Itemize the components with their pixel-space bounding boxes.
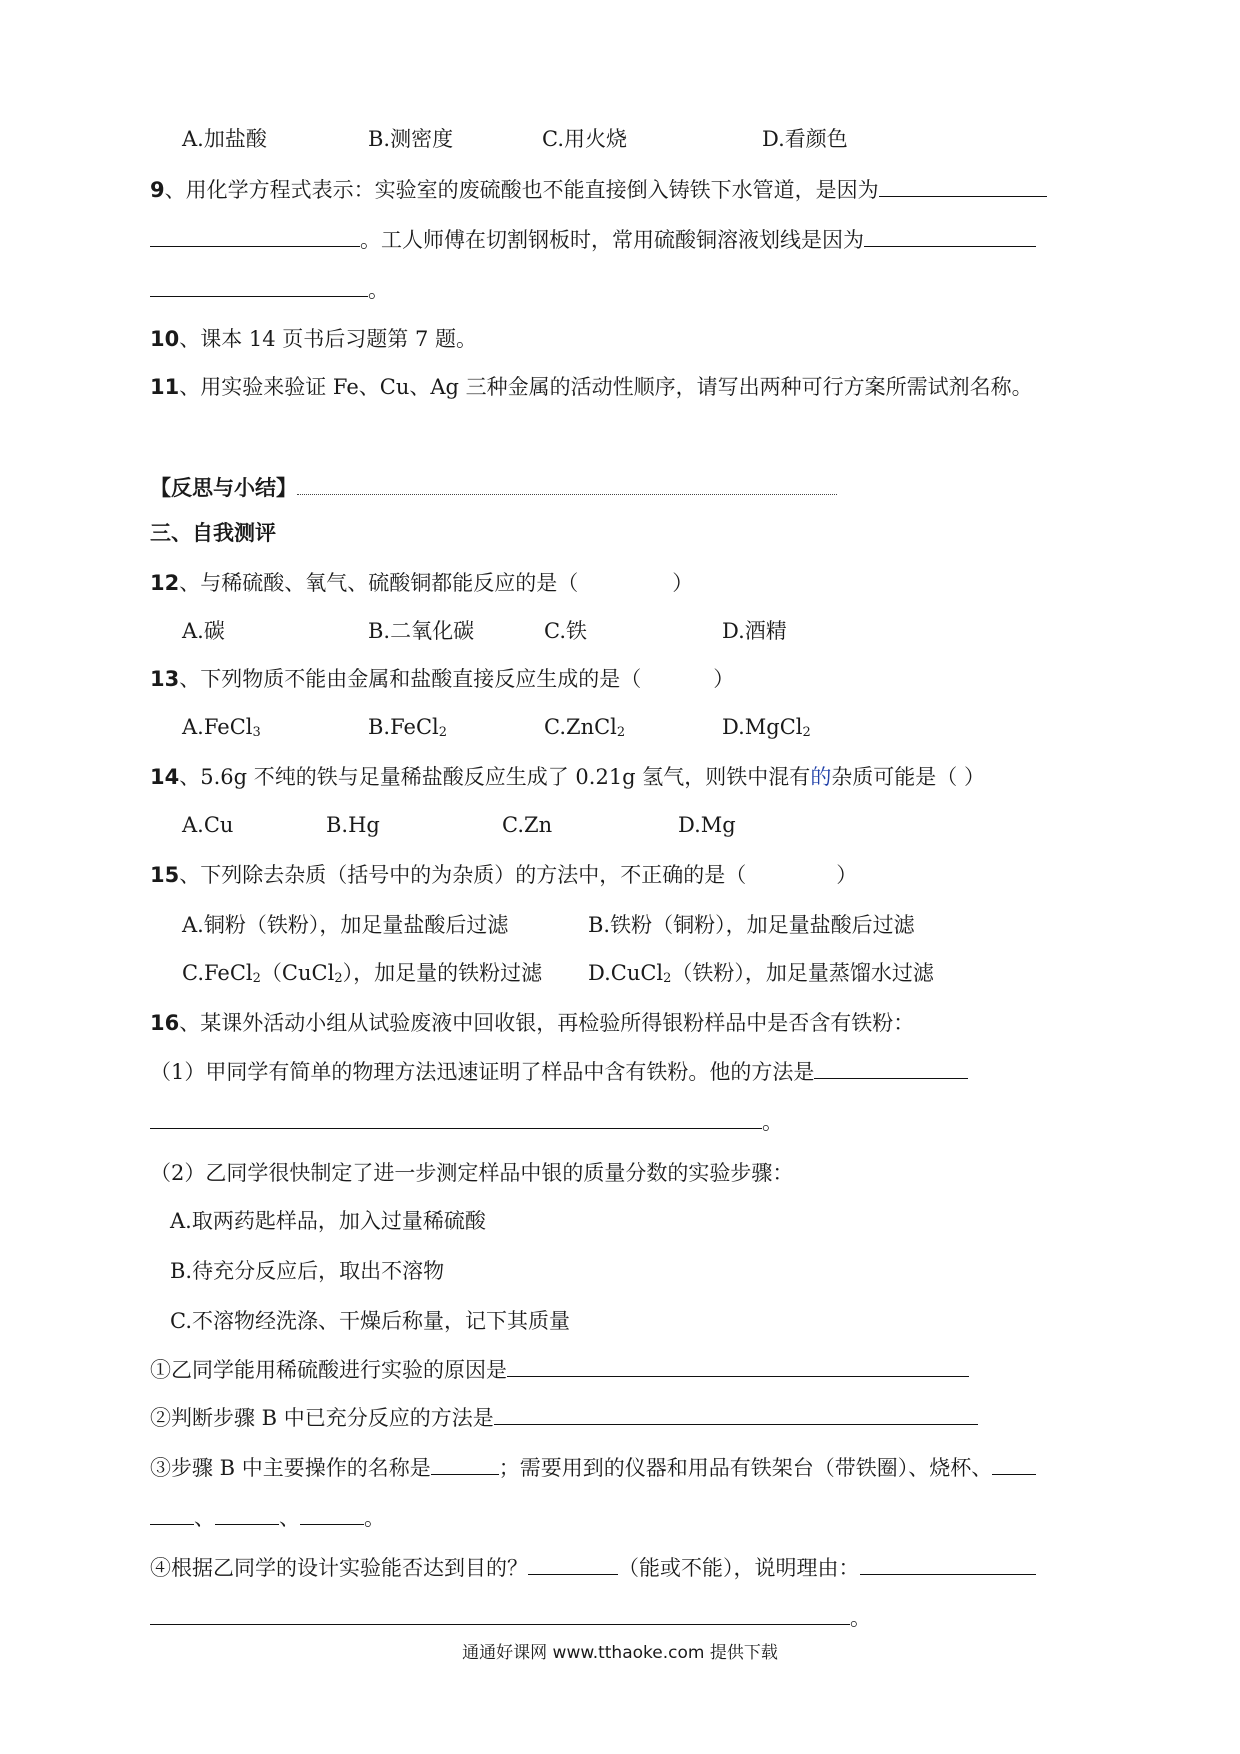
line-end: 。 xyxy=(368,278,389,302)
question-number: 13 xyxy=(150,667,180,691)
question-text: 杂质可能是（ ） xyxy=(831,765,985,789)
question-text: 、某课外活动小组从试验废液中回收银，再检验所得银粉样品中是否含有铁粉： xyxy=(179,1011,915,1035)
answer-blank[interactable] xyxy=(992,1452,1036,1475)
question-text-highlight: 的 xyxy=(810,765,832,789)
q16-part1-line2 xyxy=(150,1106,783,1137)
q16-step-c: C.不溶物经洗涤、干燥后称量，记下其质量 xyxy=(170,1309,570,1333)
q16-part1 xyxy=(150,1056,968,1087)
question-text: 、用化学方程式表示：实验室的废硫酸也不能直接倒入铸铁下水管道，是因为 xyxy=(164,178,879,202)
q16-sub3-line2 xyxy=(150,1502,385,1533)
question-9-line2 xyxy=(150,224,1036,255)
option-d: D.CuCl$_2$（铁粉），加足量蒸馏水过滤 xyxy=(588,961,934,986)
q16-sub3 xyxy=(150,1452,1036,1483)
question-number: 16 xyxy=(150,1011,180,1035)
answer-blank[interactable] xyxy=(431,1452,499,1475)
sub3-text-a: ③步骤 B 中主要操作的名称是 xyxy=(150,1456,431,1480)
part1-text: （1）甲同学有简单的物理方法迅速证明了样品中含有铁粉。他的方法是 xyxy=(150,1060,815,1084)
option-d: D.酒精 xyxy=(722,619,787,643)
option-c: C.Zn xyxy=(502,813,553,837)
option-b: B.Hg xyxy=(326,813,380,837)
q16-sub2 xyxy=(150,1402,978,1433)
question-text: 。工人师傅在切割钢板时，常用硫酸铜溶液划线是因为 xyxy=(360,228,864,252)
line-end: 。 xyxy=(364,1506,385,1530)
q16-step-a: A.取两药匙样品，加入过量稀硫酸 xyxy=(170,1209,486,1233)
question-12 xyxy=(150,568,693,598)
option-c: C.用火烧 xyxy=(542,127,627,151)
answer-blank[interactable] xyxy=(215,1502,279,1525)
q16-sub4 xyxy=(150,1552,1036,1583)
question-text: 、课本 14 页书后习题第 7 题。 xyxy=(179,327,478,351)
question-10 xyxy=(150,324,477,354)
sub2-text: ②判断步骤 B 中已充分反应的方法是 xyxy=(150,1406,494,1430)
option-a: A.铜粉（铁粉），加足量盐酸后过滤 xyxy=(182,913,509,937)
answer-blank[interactable] xyxy=(150,1106,762,1129)
answer-blank[interactable] xyxy=(300,1502,364,1525)
option-a: A.碳 xyxy=(182,619,225,643)
q16-part2 xyxy=(150,1158,793,1188)
answer-blank[interactable] xyxy=(528,1552,618,1575)
question-text: 、下列物质不能由金属和盐酸直接反应生成的是（ xyxy=(179,667,642,691)
footer-text: 通通好课网 www.tthaoke.com 提供下载 xyxy=(462,1643,778,1663)
question-number: 10 xyxy=(150,327,180,351)
option-a: A.FeCl$_3$ xyxy=(182,715,261,740)
question-text: 、下列除去杂质（括号中的为杂质）的方法中，不正确的是（ xyxy=(179,863,747,887)
answer-blank[interactable] xyxy=(150,274,368,297)
answer-blank[interactable] xyxy=(507,1354,969,1377)
q16-step-b: B.待充分反应后，取出不溶物 xyxy=(170,1259,445,1283)
reflection-label: 【反思与小结】 xyxy=(150,475,297,500)
question-14 xyxy=(150,762,985,792)
answer-blank[interactable] xyxy=(494,1402,978,1425)
option-c: C.FeCl$_2$（CuCl$_2$），加足量的铁粉过滤 xyxy=(182,961,543,986)
question-number: 12 xyxy=(150,571,180,595)
option-d: D.MgCl$_2$ xyxy=(722,715,811,740)
line-end: 。 xyxy=(762,1110,783,1134)
answer-blank[interactable] xyxy=(879,174,1047,197)
question-number: 11 xyxy=(150,375,180,399)
q16-sub1 xyxy=(150,1354,969,1385)
option-d: D.Mg xyxy=(678,813,736,837)
section-title: 三、自我测评 xyxy=(150,520,276,545)
answer-blank[interactable] xyxy=(150,1602,850,1625)
line-end: 。 xyxy=(850,1606,871,1630)
option-a: A.Cu xyxy=(182,813,234,837)
q16-sub4-line2 xyxy=(150,1602,871,1633)
question-text: 、与稀硫酸、氧气、硫酸铜都能反应的是（ xyxy=(179,571,579,595)
question-9-line3 xyxy=(150,274,389,305)
answer-blank[interactable] xyxy=(860,1552,1036,1575)
answer-blank[interactable] xyxy=(150,224,360,247)
option-b: B.FeCl$_2$ xyxy=(368,715,448,740)
option-d: D.看颜色 xyxy=(762,127,848,151)
separator: 、 xyxy=(194,1506,215,1530)
option-b: B.铁粉（铜粉），加足量盐酸后过滤 xyxy=(588,913,915,937)
question-13 xyxy=(150,664,734,694)
paren-close: ） xyxy=(836,863,858,887)
answer-blank[interactable] xyxy=(150,1502,194,1525)
option-b: B.二氧化碳 xyxy=(368,619,475,643)
question-9 xyxy=(150,174,1047,205)
sub4-text-b: （能或不能），说明理由： xyxy=(618,1556,860,1580)
option-c: C.铁 xyxy=(544,619,587,643)
question-text: 、5.6g 不纯的铁与足量稀盐酸反应生成了 0.21g 氢气，则铁中混有 xyxy=(179,765,811,789)
paren-close: ） xyxy=(672,571,694,595)
question-text: 、用实验来验证 Fe、Cu、Ag 三种金属的活动性顺序，请写出两种可行方案所需试剂名称。 xyxy=(179,375,1033,399)
question-11 xyxy=(150,372,1033,402)
question-number: 9 xyxy=(150,178,165,202)
paren-close: ） xyxy=(713,667,735,691)
option-b: B.测密度 xyxy=(368,127,454,151)
answer-blank[interactable] xyxy=(864,224,1036,247)
separator: 、 xyxy=(279,1506,300,1530)
sub3-text-b: ；需要用到的仪器和用品有铁架台（带铁圈）、烧杯、 xyxy=(498,1456,993,1480)
question-15 xyxy=(150,860,857,890)
option-a: A.加盐酸 xyxy=(182,127,267,151)
question-number: 14 xyxy=(150,765,180,789)
reflection-blank[interactable] xyxy=(297,472,837,495)
question-number: 15 xyxy=(150,863,180,887)
question-16 xyxy=(150,1008,914,1038)
answer-blank[interactable] xyxy=(814,1056,968,1079)
sub4-text-a: ④根据乙同学的设计实验能否达到目的？ xyxy=(150,1556,528,1580)
option-c: C.ZnCl$_2$ xyxy=(544,715,626,740)
sub1-text: ①乙同学能用稀硫酸进行实验的原因是 xyxy=(150,1358,507,1382)
part2-text: （2）乙同学很快制定了进一步测定样品中银的质量分数的实验步骤： xyxy=(150,1161,794,1185)
reflection-line xyxy=(150,472,837,503)
